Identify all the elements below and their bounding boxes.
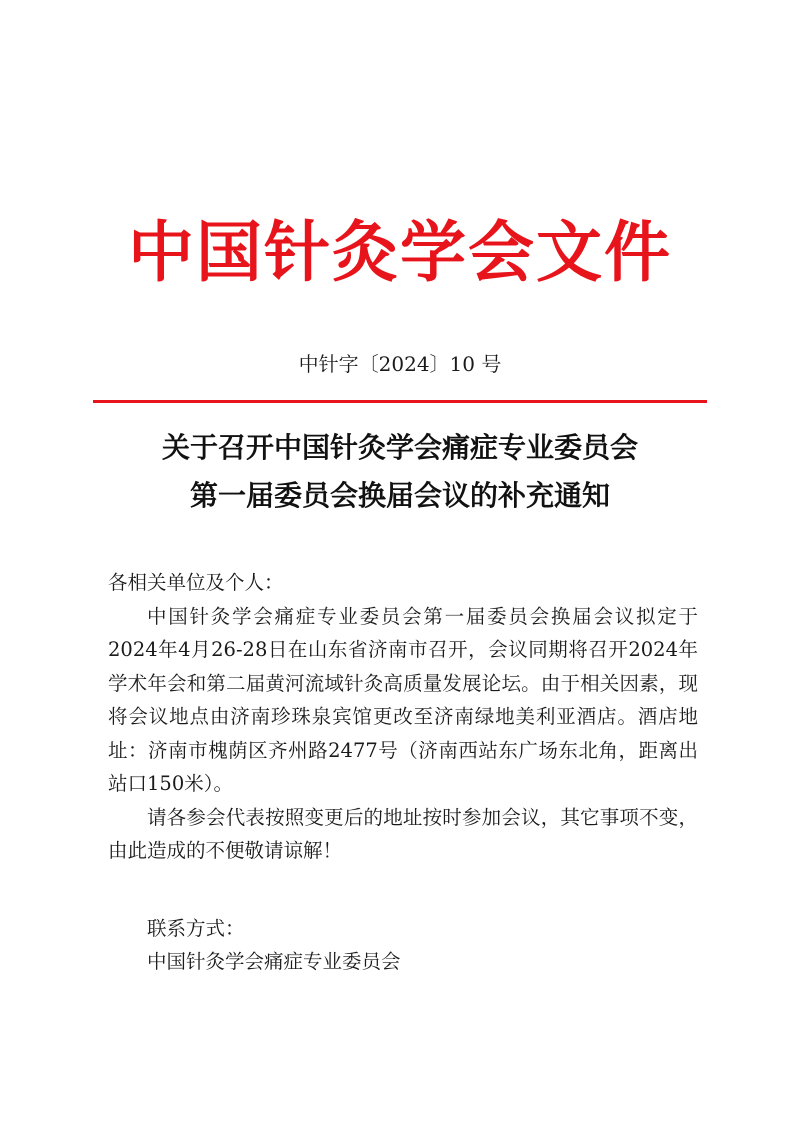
- document-number: 中针字〔2024〕10 号: [298, 352, 502, 376]
- contact-organization: 中国针灸学会痛症专业委员会: [147, 950, 401, 973]
- contact-label: 联系方式：: [147, 916, 245, 940]
- masthead-title: 中国针灸学会文件: [128, 214, 672, 291]
- paragraph-announcement: 中国针灸学会痛症专业委员会第一届委员会换届会议拟定于2024年4月26-28日在山东省济南市召开，会议同期将召开2024年学术年会和第二届黄河流域针灸高质量发展论坛。由于相关因素，现将会议地点由济南珍珠泉宾馆更改至济南绿地美利亚酒店。酒店地址：济南市槐荫区齐州路2477号（济南西站东广场东北角，距离出站口150米）。: [108, 604, 698, 795]
- notice-title-line-1: 关于召开中国针灸学会痛症专业委员会: [161, 431, 638, 464]
- notice-body: [108, 566, 698, 979]
- paragraph-request: 请各参会代表按照变更后的地址按时参加会议，其它事项不变，由此造成的不便敬请谅解！: [108, 805, 698, 862]
- spacer: [108, 868, 698, 912]
- notice-title-line-2: 第一届委员会换届会议的补充通知: [189, 479, 610, 512]
- red-divider: [93, 400, 707, 403]
- salutation: 各相关单位及个人：: [108, 571, 284, 594]
- notice-title: [0, 424, 800, 520]
